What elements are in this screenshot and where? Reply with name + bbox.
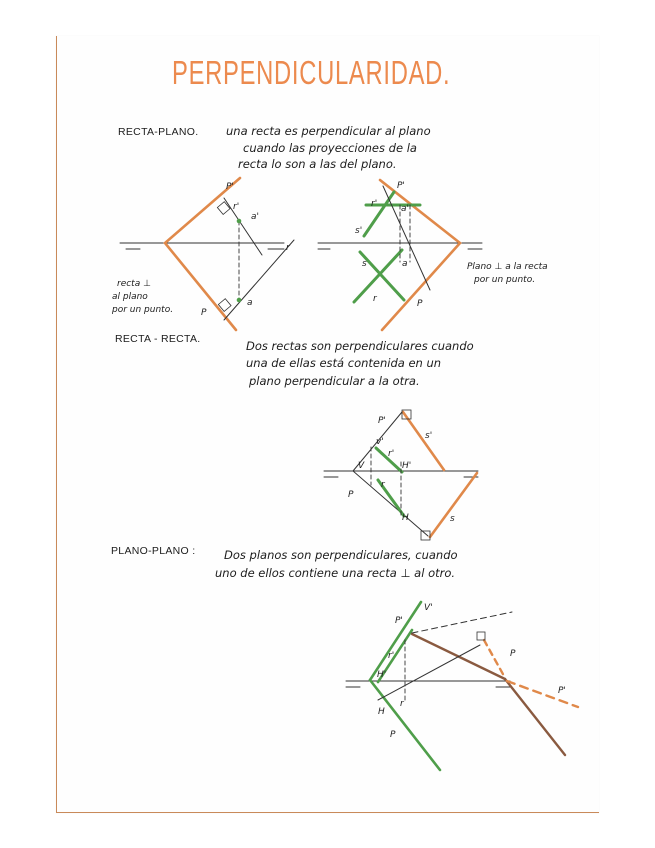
fig3-label-v: V — [358, 461, 365, 471]
fig2-label-p1: P' — [397, 181, 405, 191]
heading-recta-recta: RECTA - RECTA. — [115, 333, 201, 345]
fig1-label-p: P — [201, 308, 207, 318]
page-title: PERPENDICULARIDAD. — [172, 54, 451, 91]
text-plano-plano-2: uno de ellos contiene una recta ⊥ al otro. — [215, 566, 456, 580]
fig2-label-r: r — [373, 294, 377, 304]
fig4-label-h: H — [378, 707, 385, 717]
text-recta-recta-3: plano perpendicular a la otra. — [249, 374, 420, 388]
heading-plano-plano: PLANO-PLANO : — [111, 545, 196, 557]
fig4-label-r: r — [400, 699, 404, 709]
note-right-2: por un punto. — [474, 275, 536, 285]
fig4-label-p: P — [390, 730, 396, 740]
fig3-label-s1: s' — [425, 431, 433, 441]
figure-1 — [120, 178, 294, 330]
fig2-label-a1: a' — [401, 204, 409, 214]
note-left-2: al plano — [112, 292, 148, 302]
fig2-label-r1: r' — [371, 199, 378, 209]
text-recta-recta-1: Dos rectas son perpendiculares cuando — [246, 339, 474, 353]
note-right-1: Plano ⊥ a la recta — [467, 262, 548, 272]
fig2-label-p: P — [417, 299, 423, 309]
fig4-label-h1: H' — [377, 670, 387, 680]
fig3-label-r: r — [381, 480, 385, 490]
fig3-label-r1: r' — [388, 449, 395, 459]
fig3-label-v1: v' — [376, 437, 384, 447]
text-recta-recta-2: una de ellas está contenida en un — [246, 356, 442, 370]
text-plano-plano-1: Dos planos son perpendiculares, cuando — [224, 548, 458, 562]
fig3-label-s: s — [450, 514, 455, 524]
fig3-label-p1: P' — [378, 416, 386, 426]
fig4-label-p-right: P — [510, 649, 516, 659]
fig1-label-p1: P' — [226, 182, 234, 192]
fig3-label-h1: H' — [402, 461, 412, 471]
note-left-3: por un punto. — [112, 305, 174, 315]
fig3-label-p: P — [348, 490, 354, 500]
fig4-label-v1: V' — [424, 603, 433, 613]
text-recta-plano-2: cuando las proyecciones de la — [243, 141, 417, 155]
fig2-label-s1: s' — [355, 226, 363, 236]
text-recta-plano-1: una recta es perpendicular al plano — [226, 124, 431, 138]
text-recta-plano-3: recta lo son a las del plano. — [238, 157, 397, 171]
note-left-1: recta ⊥ — [117, 279, 151, 289]
fig4-label-p1-right: P' — [558, 686, 566, 696]
fig3-label-h: H — [402, 513, 409, 523]
fig2-label-s: s — [362, 259, 367, 269]
fig1-label-a1: a' — [251, 212, 259, 222]
fig4-label-p1: P' — [395, 616, 403, 626]
fig2-label-a: a — [402, 259, 408, 269]
fig1-label-r1: r' — [233, 202, 240, 212]
figure-2 — [318, 180, 482, 330]
figure-3 — [324, 410, 478, 540]
fig1-label-a: a — [247, 298, 253, 308]
fig1-label-r: r — [286, 243, 290, 253]
heading-recta-plano: RECTA-PLANO. — [118, 126, 199, 138]
fig4-label-r1: r' — [388, 651, 395, 661]
figure-4 — [346, 602, 578, 770]
